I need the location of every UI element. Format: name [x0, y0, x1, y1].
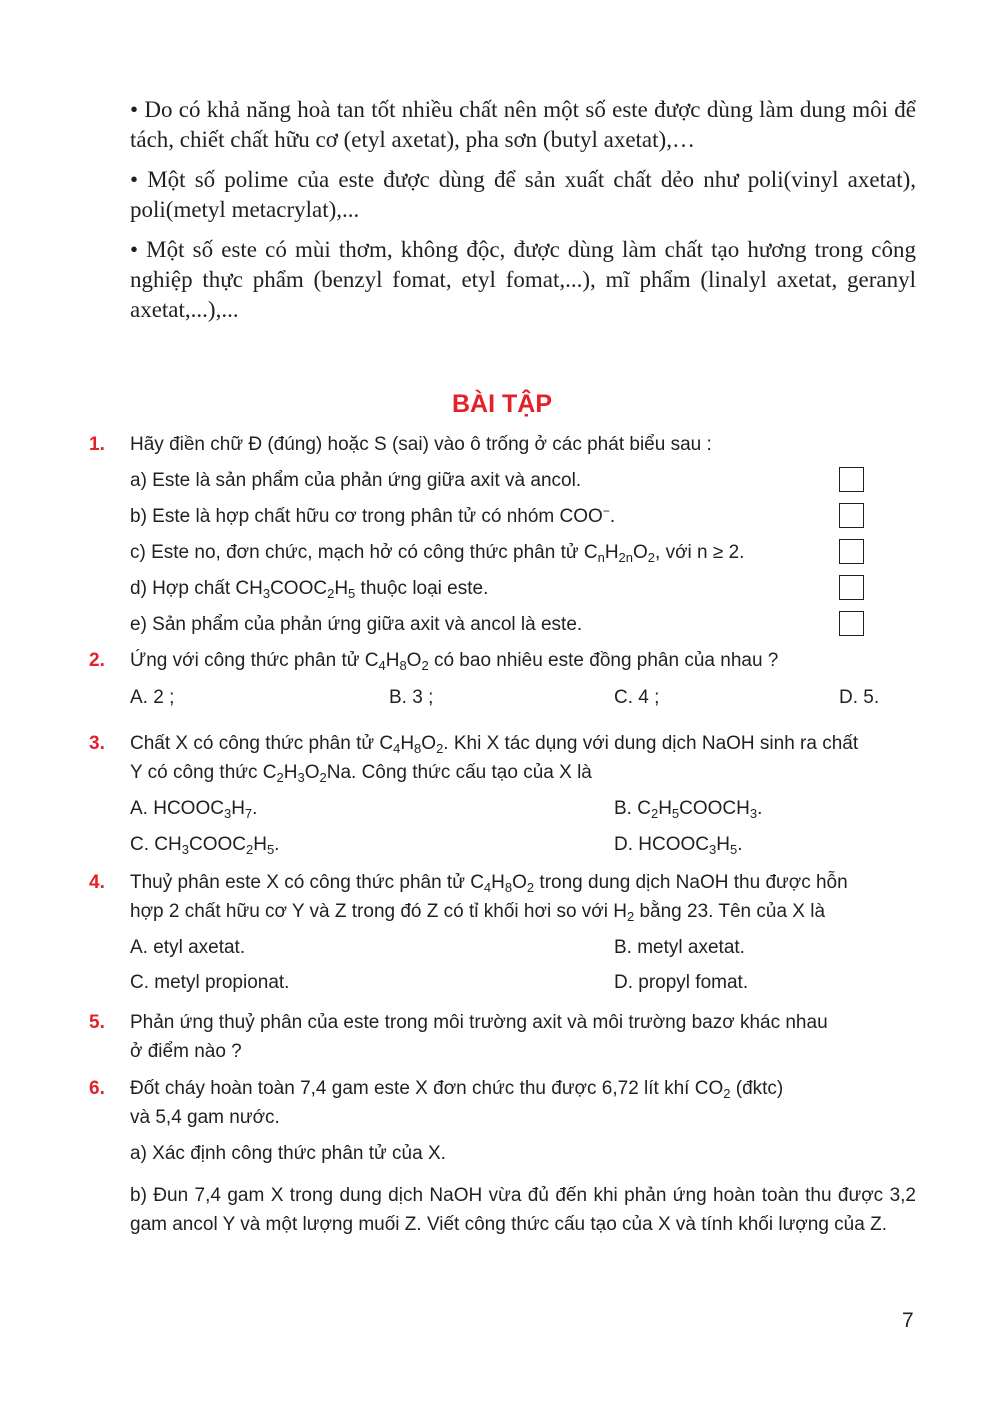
page-number: 7	[902, 1309, 914, 1332]
section-title: BÀI TẬP	[452, 390, 552, 418]
q1-statement-a: a) Este là sản phẩm của phản ứng giữa axit và ancol.	[130, 470, 582, 491]
q6-part-a: a) Xác định công thức phân tử của X.	[130, 1143, 446, 1164]
q4-option-d: D. propyl fomat.	[614, 972, 749, 993]
answer-box-d[interactable]	[839, 575, 864, 600]
q3-option-a: A. $HCOOC_3H_7$.	[130, 798, 258, 821]
answer-box-c[interactable]	[839, 539, 864, 564]
question-1-text: Hãy điền chữ Đ (đúng) hoặc S (sai) vào ô trống ở các phát biểu sau :	[130, 434, 712, 455]
question-5-line-1: Phản ứng thuỷ phân của este trong môi trường axit và môi trường bazơ khác nhau	[130, 1012, 828, 1033]
answer-box-e[interactable]	[839, 611, 864, 636]
q2-option-d: D. 5.	[839, 687, 880, 708]
q1-statement-c: c) Este no, đơn chức, mạch hở có công thức phân tử $C_nH_{2n}O_2$, với n ≥ 2.	[130, 542, 745, 565]
q4-option-b: B. metyl axetat.	[614, 937, 745, 958]
question-2-text: Ứng với công thức phân tử $C_4H_8O_2$ có bao nhiêu este đồng phân của nhau ?	[130, 650, 779, 673]
q1-statement-e: e) Sản phẩm của phản ứng giữa axit và ancol là este.	[130, 614, 583, 635]
question-4-line-1: Thuỷ phân este X có công thức phân tử $C_4H_8O_2$ trong dung dịch NaOH thu được hỗn	[130, 872, 848, 895]
answer-box-b[interactable]	[839, 503, 864, 528]
question-3-line-1: Chất X có công thức phân tử $C_4H_8O_2$. Khi X tác dụng với dung dịch NaOH sinh ra chất	[130, 733, 859, 756]
q1-statement-b: b) Este là hợp chất hữu cơ trong phân tử có nhóm COO−.	[130, 504, 616, 527]
q6-part-b: b) Đun 7,4 gam X trong dung dịch NaOH vừa đủ đến khi phản ứng hoàn toàn thu được 3,2 gam ancol Y và một lượng muối Z. Viết công thức cấu tạo của X và tính khối lượng của Z.	[130, 1185, 916, 1235]
q2-option-b: B. 3 ;	[389, 687, 434, 708]
question-6-line-1: Đốt cháy hoàn toàn 7,4 gam este X đơn chức thu được 6,72 lít khí $CO_2$ (đktc)	[130, 1078, 784, 1101]
question-3-number: 3.	[89, 733, 105, 754]
q1-statement-d: d) Hợp chất $CH_3COOC_2H_5$ thuộc loại este.	[130, 578, 489, 601]
q3-option-c: C. $CH_3COOC_2H_5$.	[130, 834, 280, 857]
question-3-line-2: Y có công thức $C_2H_3O_2Na$. Công thức cấu tạo của X là	[130, 762, 592, 785]
answer-box-a[interactable]	[839, 467, 864, 492]
question-5-number: 5.	[89, 1012, 105, 1033]
q4-option-c: C. metyl propionat.	[130, 972, 290, 993]
question-1-number: 1.	[89, 434, 105, 455]
question-4-number: 4.	[89, 872, 105, 893]
q3-option-d: D. $HCOOC_3H_5$.	[614, 834, 743, 857]
q3-option-b: B. $C_2H_5COOCH_3$.	[614, 798, 763, 821]
bullet-paragraph-3: • Một số este có mùi thơm, không độc, được dùng làm chất tạo hương trong công nghiệp thực phẩm (benzyl fomat, etyl fomat,...), mĩ phẩm (linalyl axetat, geranyl axetat,...),...	[130, 237, 916, 322]
question-6-line-2: và 5,4 gam nước.	[130, 1107, 280, 1128]
q4-option-a: A. etyl axetat.	[130, 937, 246, 958]
bullet-paragraph-2: • Một số polime của este được dùng để sản xuất chất dẻo như poli(vinyl axetat), poli(metyl metacrylat),...	[130, 167, 916, 222]
question-6-number: 6.	[89, 1078, 105, 1099]
question-4-line-2: hợp 2 chất hữu cơ Y và Z trong đó Z có tỉ khối hơi so với $H_2$ bằng 23. Tên của X là	[130, 901, 826, 924]
bullet-paragraph-1: • Do có khả năng hoà tan tốt nhiều chất nên một số este được dùng làm dung môi để tách, chiết chất hữu cơ (etyl axetat), pha sơn (butyl axetat),…	[130, 97, 916, 152]
q2-option-a: A. 2 ;	[130, 687, 175, 708]
question-2-number: 2.	[89, 650, 105, 671]
question-5-line-2: ở điểm nào ?	[130, 1041, 242, 1062]
q2-option-c: C. 4 ;	[614, 687, 660, 708]
